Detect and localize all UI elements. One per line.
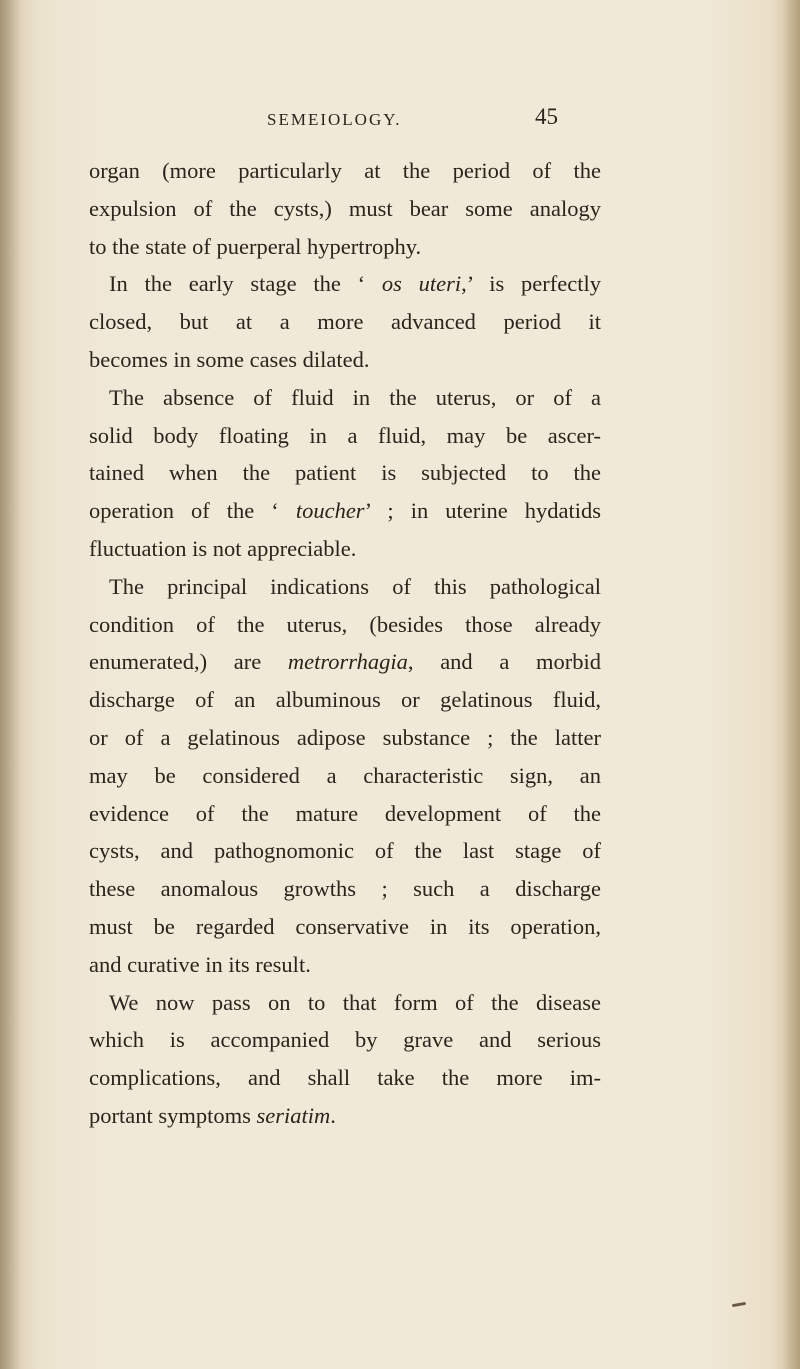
text-line bbox=[89, 795, 601, 833]
text-run: In the early stage the ‘ bbox=[109, 271, 382, 297]
text-line bbox=[89, 379, 601, 417]
text-run: these anomalous growths ; such a discharge bbox=[89, 876, 601, 902]
text-line bbox=[89, 492, 601, 530]
running-title: SEMEIOLOGY. bbox=[267, 110, 402, 129]
text-run: fluctuation is not appreciable. bbox=[89, 535, 357, 561]
text-run: becomes in some cases dilated. bbox=[89, 346, 370, 372]
text-run: portant symptoms bbox=[89, 1102, 257, 1128]
text-line bbox=[89, 1097, 601, 1135]
text-run: The absence of fluid in the uterus, or of a bbox=[109, 384, 601, 410]
text-run: to the state of puerperal hypertrophy. bbox=[89, 233, 422, 259]
italic-term: seriatim bbox=[256, 1102, 331, 1128]
text-run: condition of the uterus, (besides those already bbox=[89, 611, 601, 637]
body-text bbox=[89, 152, 601, 1135]
text-line bbox=[89, 832, 601, 870]
text-line bbox=[89, 341, 601, 379]
text-run: organ (more particularly at the period of the bbox=[89, 158, 601, 183]
italic-term: os uteri bbox=[381, 271, 462, 297]
text-line bbox=[89, 908, 601, 946]
text-line bbox=[89, 152, 601, 190]
text-run: ,’ is perfectly bbox=[461, 271, 601, 297]
text-run: solid body floating in a fluid, may be ascer- bbox=[89, 422, 601, 448]
text-line bbox=[89, 757, 601, 795]
text-line bbox=[89, 228, 601, 266]
text-line bbox=[89, 1059, 601, 1097]
text-run: cysts, and pathognomonic of the last stage of bbox=[89, 838, 601, 864]
text-run: complications, and shall take the more im- bbox=[89, 1065, 601, 1091]
text-run: tained when the patient is subjected to the bbox=[89, 460, 601, 486]
text-run: must be regarded conservative in its operation, bbox=[89, 913, 601, 939]
text-run: evidence of the mature development of the bbox=[89, 800, 601, 826]
text-run: enumerated,) are bbox=[89, 649, 288, 675]
text-line bbox=[89, 190, 601, 228]
text-run: may be considered a characteristic sign, an bbox=[89, 762, 601, 788]
text-line bbox=[89, 303, 601, 341]
text-line bbox=[89, 568, 601, 606]
page-number: 45 bbox=[535, 104, 558, 129]
page-gutter-shadow-left bbox=[0, 0, 22, 1369]
text-run: ’ ; in uterine hydatids bbox=[364, 498, 601, 524]
page-edge-shadow-right bbox=[782, 0, 800, 1369]
italic-term: metrorrhagia bbox=[287, 649, 408, 675]
text-run: which is accompanied by grave and serious bbox=[89, 1027, 601, 1053]
text-line bbox=[89, 1021, 601, 1059]
text-line bbox=[89, 606, 601, 644]
text-line bbox=[89, 454, 601, 492]
text-line bbox=[89, 265, 601, 303]
text-run: and curative in its result. bbox=[89, 951, 311, 977]
text-line bbox=[89, 417, 601, 455]
text-run: or of a gelatinous adipose substance ; the latter bbox=[89, 724, 601, 750]
text-run: operation of the ‘ bbox=[89, 498, 296, 524]
text-run: closed, but at a more advanced period it bbox=[89, 309, 601, 335]
ink-mark bbox=[732, 1302, 746, 1307]
text-run: discharge of an albuminous or gelatinous fluid, bbox=[89, 687, 601, 713]
running-head bbox=[0, 104, 800, 134]
italic-term: toucher bbox=[295, 498, 365, 524]
text-run: expulsion of the cysts,) must bear some analogy bbox=[89, 195, 601, 221]
text-run: . bbox=[330, 1102, 336, 1128]
text-line bbox=[89, 984, 601, 1022]
text-line bbox=[89, 946, 601, 984]
text-run: , and a morbid bbox=[407, 649, 601, 675]
text-line bbox=[89, 530, 601, 568]
text-run: We now pass on to that form of the disease bbox=[109, 989, 601, 1015]
text-line bbox=[89, 681, 601, 719]
text-line bbox=[89, 870, 601, 908]
text-line bbox=[89, 643, 601, 681]
text-line bbox=[89, 719, 601, 757]
text-run: The principal indications of this pathological bbox=[109, 573, 601, 599]
